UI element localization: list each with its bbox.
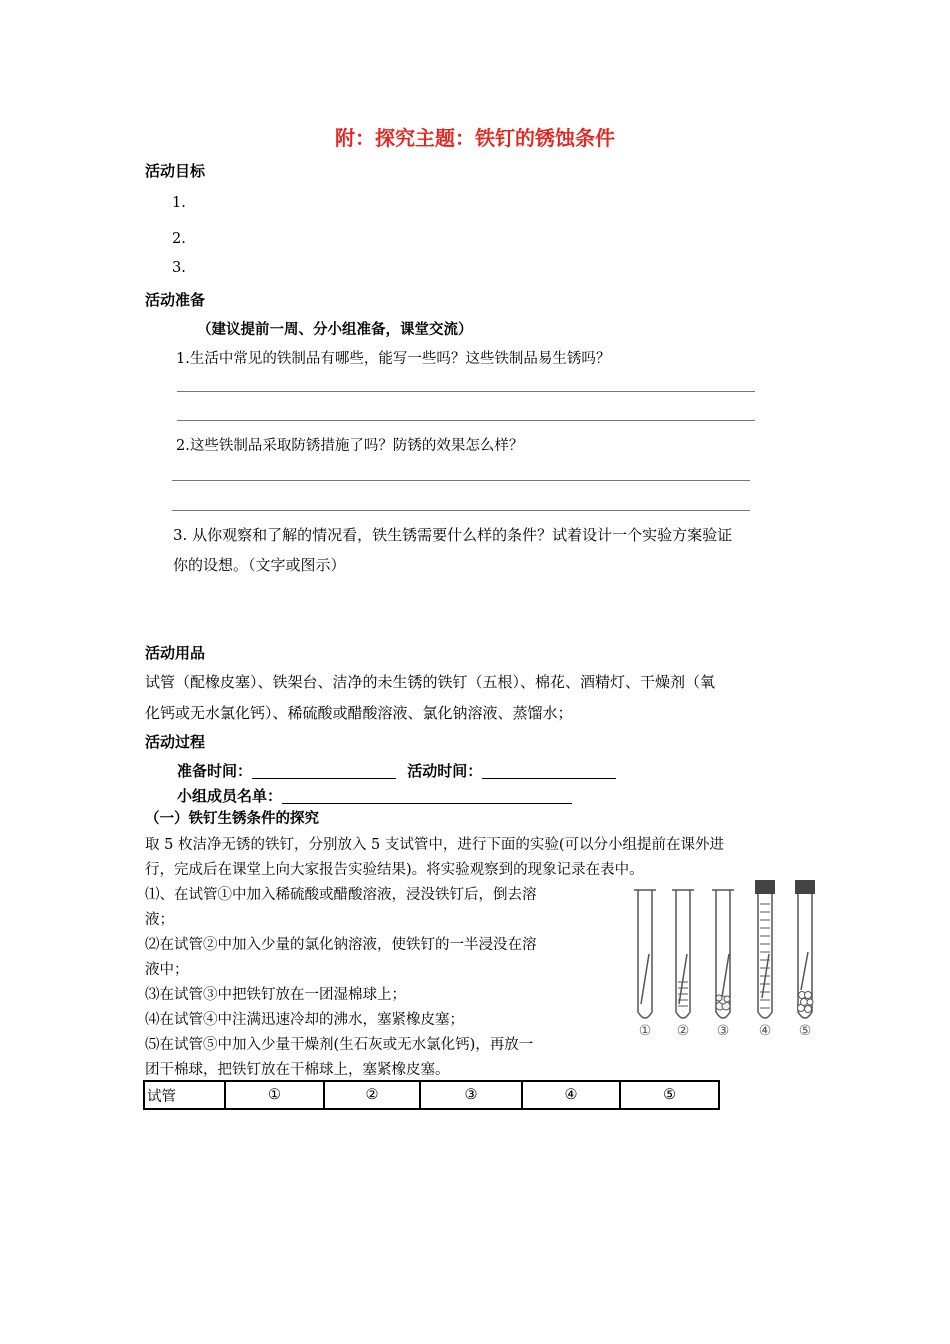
answer-line	[177, 420, 755, 421]
activity-time-blank	[482, 763, 616, 779]
step-2: ⑵在试管②中加入少量的氯化钠溶液，使铁钉的一半浸没在溶	[145, 937, 537, 953]
prep-question-1: 1.生活中常见的铁制品有哪些，能写一些吗？这些铁制品易生锈吗？	[176, 351, 611, 367]
prep-note: （建议提前一周、分小组准备，课堂交流）	[197, 321, 473, 338]
goal-item-2: 2.	[172, 231, 186, 247]
answer-line	[177, 391, 755, 392]
prep-question-3-cont: 你的设想。（文字或图示）	[173, 556, 346, 574]
activity-time-label: 活动时间：	[407, 762, 483, 780]
step-1-cont: 液；	[145, 912, 174, 928]
test-tube-2	[676, 890, 690, 1018]
table-cell: ②	[324, 1081, 420, 1109]
materials-line-2: 化钙或无水氯化钙）、稀硫酸或醋酸溶液、氯化钠溶液、蒸馏水；	[145, 704, 573, 722]
prep-time-label: 准备时间：	[177, 762, 253, 780]
tube-label-3: ③	[716, 1023, 730, 1039]
step-3: ⑶在试管③中把铁钉放在一团湿棉球上；	[145, 987, 406, 1003]
members-row	[177, 785, 572, 806]
goal-item-3: 3.	[172, 260, 186, 276]
rubber-stopper-4	[755, 880, 775, 894]
process-heading: 活动过程	[145, 733, 206, 751]
test-tube-1	[638, 890, 652, 1018]
prep-heading: 活动准备	[145, 291, 206, 309]
materials-heading: 活动用品	[145, 644, 206, 662]
step-5-cont: 团干棉球，把铁钉放在干棉球上，塞紧橡皮塞。	[145, 1062, 450, 1078]
step-2-cont: 液中；	[145, 962, 189, 978]
step-1: ⑴、在试管①中加入稀硫酸或醋酸溶液，浸没铁钉后，倒去溶	[145, 887, 537, 903]
prep-question-2: 2.这些铁制品采取防锈措施了吗？防锈的效果怎么样？	[176, 438, 524, 454]
test-tubes-figure	[628, 872, 828, 1044]
tube-label-2: ②	[676, 1023, 690, 1039]
answer-line	[172, 480, 750, 481]
prep-time-blank	[252, 763, 396, 779]
members-label: 小组成员名单：	[177, 787, 283, 805]
section-1-heading: （一）铁钉生锈条件的探究	[145, 810, 319, 827]
goal-item-1: 1.	[172, 195, 186, 211]
table-row	[144, 1081, 719, 1109]
step-4: ⑷在试管④中注满迅速冷却的沸水，塞紧橡皮塞；	[145, 1012, 464, 1028]
table-cell: ③	[420, 1081, 522, 1109]
materials-line-1: 试管（配橡皮塞）、铁架台、洁净的未生锈的铁钉（五根）、棉花、酒精灯、干燥剂（氧	[145, 673, 716, 691]
intro-line-1: 取 5 枚洁净无锈的铁钉，分别放入 5 支试管中，进行下面的实验(可以分小组提前在课外进	[145, 837, 725, 853]
results-table	[143, 1080, 720, 1110]
prep-question-3: 3. 从你观察和了解的情况看，铁生锈需要什么样的条件？试着设计一个实验方案验证	[173, 526, 733, 544]
test-tube-4	[758, 894, 772, 1018]
rubber-stopper-5	[795, 880, 815, 894]
wet-cotton-tube-3	[716, 995, 730, 1010]
table-cell: ⑤	[620, 1081, 719, 1109]
intro-line-2: 行，完成后在课堂上向大家报告实验结果)。将实验观察到的现象记录在表中。	[145, 862, 644, 878]
step-5: ⑸在试管⑤中加入少量干燥剂(生石灰或无水氯化钙)，再放一	[145, 1037, 534, 1053]
tube-label-4: ④	[758, 1023, 772, 1039]
dry-cotton-tube-5	[798, 992, 814, 1013]
goals-heading: 活动目标	[145, 162, 206, 180]
table-header-cell: 试管	[144, 1081, 225, 1109]
table-cell: ④	[522, 1081, 620, 1109]
answer-line	[172, 510, 750, 511]
page-title: 附：探究主题：铁钉的锈蚀条件	[335, 126, 615, 150]
table-cell: ①	[225, 1081, 324, 1109]
tube-label-5: ⑤	[798, 1023, 812, 1039]
prep-time-row	[177, 760, 616, 781]
tube-label-1: ①	[638, 1023, 652, 1039]
members-blank	[282, 788, 572, 804]
